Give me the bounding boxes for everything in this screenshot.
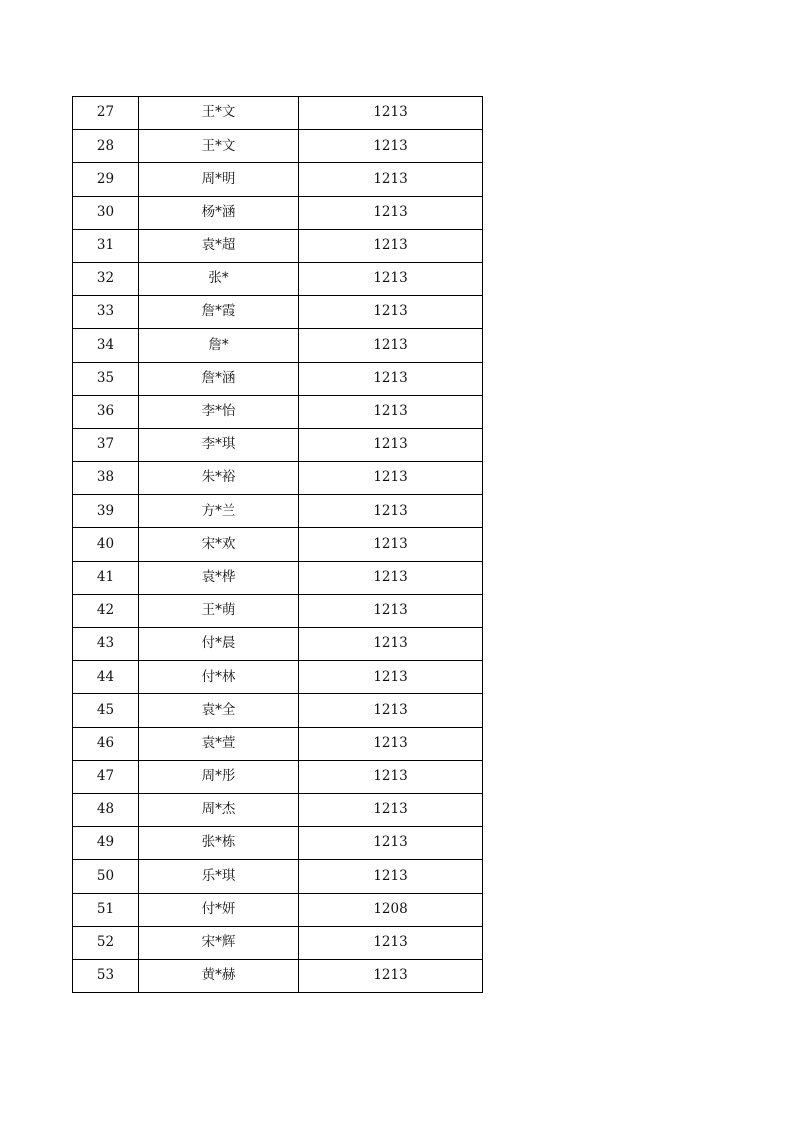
table-row [73,428,483,461]
table-row [73,229,483,262]
amount-cell: 1213 [299,329,483,362]
amount-cell: 1208 [299,893,483,926]
name-cell: 袁*桦 [139,561,299,594]
table-row [73,97,483,130]
table-row [73,395,483,428]
name-cell: 朱*裕 [139,462,299,495]
amount-cell: 1213 [299,793,483,826]
amount-cell: 1213 [299,130,483,163]
table-row [73,163,483,196]
table-row [73,296,483,329]
row-number-cell: 53 [73,959,139,992]
amount-cell: 1213 [299,462,483,495]
amount-cell: 1213 [299,229,483,262]
table-row [73,362,483,395]
amount-cell: 1213 [299,495,483,528]
row-number-cell: 29 [73,163,139,196]
table-row [73,196,483,229]
row-number-cell: 43 [73,628,139,661]
name-cell: 袁*萱 [139,727,299,760]
name-cell: 乐*琪 [139,860,299,893]
amount-cell: 1213 [299,561,483,594]
name-cell: 袁*全 [139,694,299,727]
row-number-cell: 48 [73,793,139,826]
amount-cell: 1213 [299,959,483,992]
row-number-cell: 31 [73,229,139,262]
table-row [73,495,483,528]
row-number-cell: 41 [73,561,139,594]
row-number-cell: 45 [73,694,139,727]
amount-cell: 1213 [299,860,483,893]
amount-cell: 1213 [299,262,483,295]
name-cell: 张*栋 [139,827,299,860]
row-number-cell: 33 [73,296,139,329]
name-cell: 宋*辉 [139,926,299,959]
amount-cell: 1213 [299,296,483,329]
row-number-cell: 27 [73,97,139,130]
table-row [73,694,483,727]
amount-cell: 1213 [299,760,483,793]
name-cell: 詹*涵 [139,362,299,395]
name-cell: 王*萌 [139,594,299,627]
table-row [73,329,483,362]
name-cell: 宋*欢 [139,528,299,561]
row-number-cell: 52 [73,926,139,959]
name-cell: 李*琪 [139,428,299,461]
row-number-cell: 36 [73,395,139,428]
amount-cell: 1213 [299,661,483,694]
table-row [73,893,483,926]
row-number-cell: 37 [73,428,139,461]
name-cell: 周*彤 [139,760,299,793]
table-row [73,793,483,826]
name-cell: 王*文 [139,130,299,163]
row-number-cell: 51 [73,893,139,926]
amount-cell: 1213 [299,428,483,461]
table-row [73,528,483,561]
table-row [73,561,483,594]
name-cell: 付*晨 [139,628,299,661]
amount-cell: 1213 [299,926,483,959]
name-cell: 周*杰 [139,793,299,826]
table-row [73,959,483,992]
amount-cell: 1213 [299,196,483,229]
table-row [73,860,483,893]
row-number-cell: 34 [73,329,139,362]
amount-cell: 1213 [299,594,483,627]
row-number-cell: 35 [73,362,139,395]
row-number-cell: 39 [73,495,139,528]
row-number-cell: 30 [73,196,139,229]
name-cell: 詹* [139,329,299,362]
name-cell: 周*明 [139,163,299,196]
row-number-cell: 49 [73,827,139,860]
name-cell: 张* [139,262,299,295]
amount-cell: 1213 [299,163,483,196]
table-row [73,594,483,627]
amount-cell: 1213 [299,694,483,727]
amount-cell: 1213 [299,528,483,561]
amount-cell: 1213 [299,628,483,661]
name-cell: 黄*赫 [139,959,299,992]
row-number-cell: 28 [73,130,139,163]
table-row [73,130,483,163]
row-number-cell: 47 [73,760,139,793]
table-row [73,760,483,793]
row-number-cell: 42 [73,594,139,627]
row-number-cell: 32 [73,262,139,295]
data-table [72,96,483,993]
row-number-cell: 38 [73,462,139,495]
table-row [73,926,483,959]
name-cell: 杨*涵 [139,196,299,229]
table-row [73,462,483,495]
amount-cell: 1213 [299,395,483,428]
name-cell: 付*妍 [139,893,299,926]
amount-cell: 1213 [299,827,483,860]
name-cell: 方*兰 [139,495,299,528]
row-number-cell: 40 [73,528,139,561]
amount-cell: 1213 [299,362,483,395]
name-cell: 袁*超 [139,229,299,262]
row-number-cell: 50 [73,860,139,893]
row-number-cell: 44 [73,661,139,694]
amount-cell: 1213 [299,97,483,130]
table-row [73,661,483,694]
table-row [73,262,483,295]
table-row [73,628,483,661]
table-row [73,827,483,860]
table-body [73,97,483,993]
table-row [73,727,483,760]
name-cell: 李*怡 [139,395,299,428]
name-cell: 付*林 [139,661,299,694]
row-number-cell: 46 [73,727,139,760]
name-cell: 詹*霞 [139,296,299,329]
amount-cell: 1213 [299,727,483,760]
name-cell: 王*文 [139,97,299,130]
